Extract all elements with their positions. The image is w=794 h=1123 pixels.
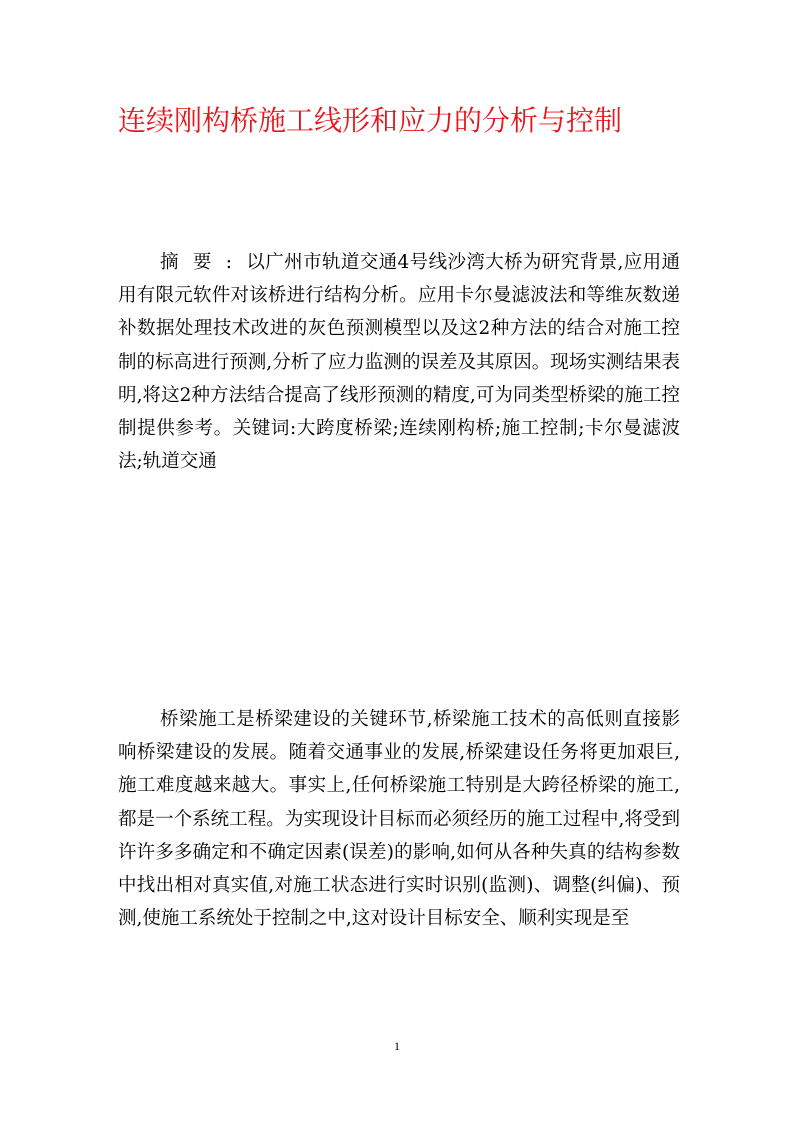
abstract-text: 以广州市轨道交通4号线沙湾大桥为研究背景,应用通用有限元软件对该桥进行结构分析。应用卡尔曼滤波法和等维灰数递补数据处理技术改进的灰色预测模型以及这2种方法的结合对施工控制的标高进行预测,分析了应力监测的误差及其原因。现场实测结果表明,将这2种方法结合提高了线形预测的精度,可为同类型桥梁的施工控制提供参考。关键词:大跨度桥梁;连续刚构桥;施工控制;卡尔曼滤波法;轨道交通 xyxy=(118,252,681,473)
document-title: 连续刚构桥施工线形和应力的分析与控制 xyxy=(118,104,623,137)
abstract-paragraph xyxy=(118,246,680,478)
body-paragraph: 桥梁施工是桥梁建设的关键环节,桥梁施工技术的高低则直接影响桥梁建设的发展。随着交通事业的发展,桥梁建设任务将更加艰巨,施工难度越来越大。事实上,任何桥梁施工特别是大跨径桥梁的施工,都是一个系统工程。为实现设计目标而必须经历的施工过程中,将受到许许多多确定和不确定因素(误差)的影响,如何从各种失真的结构参数中找出相对真实值,对施工状态进行实时识别(监测)、调整(纠偏)、预测,使施工系统处于控制之中,这对设计目标安全、顺利实现是至 xyxy=(118,709,680,930)
abstract-label: 摘要: xyxy=(160,252,247,273)
page-number: 1 xyxy=(394,1039,400,1053)
